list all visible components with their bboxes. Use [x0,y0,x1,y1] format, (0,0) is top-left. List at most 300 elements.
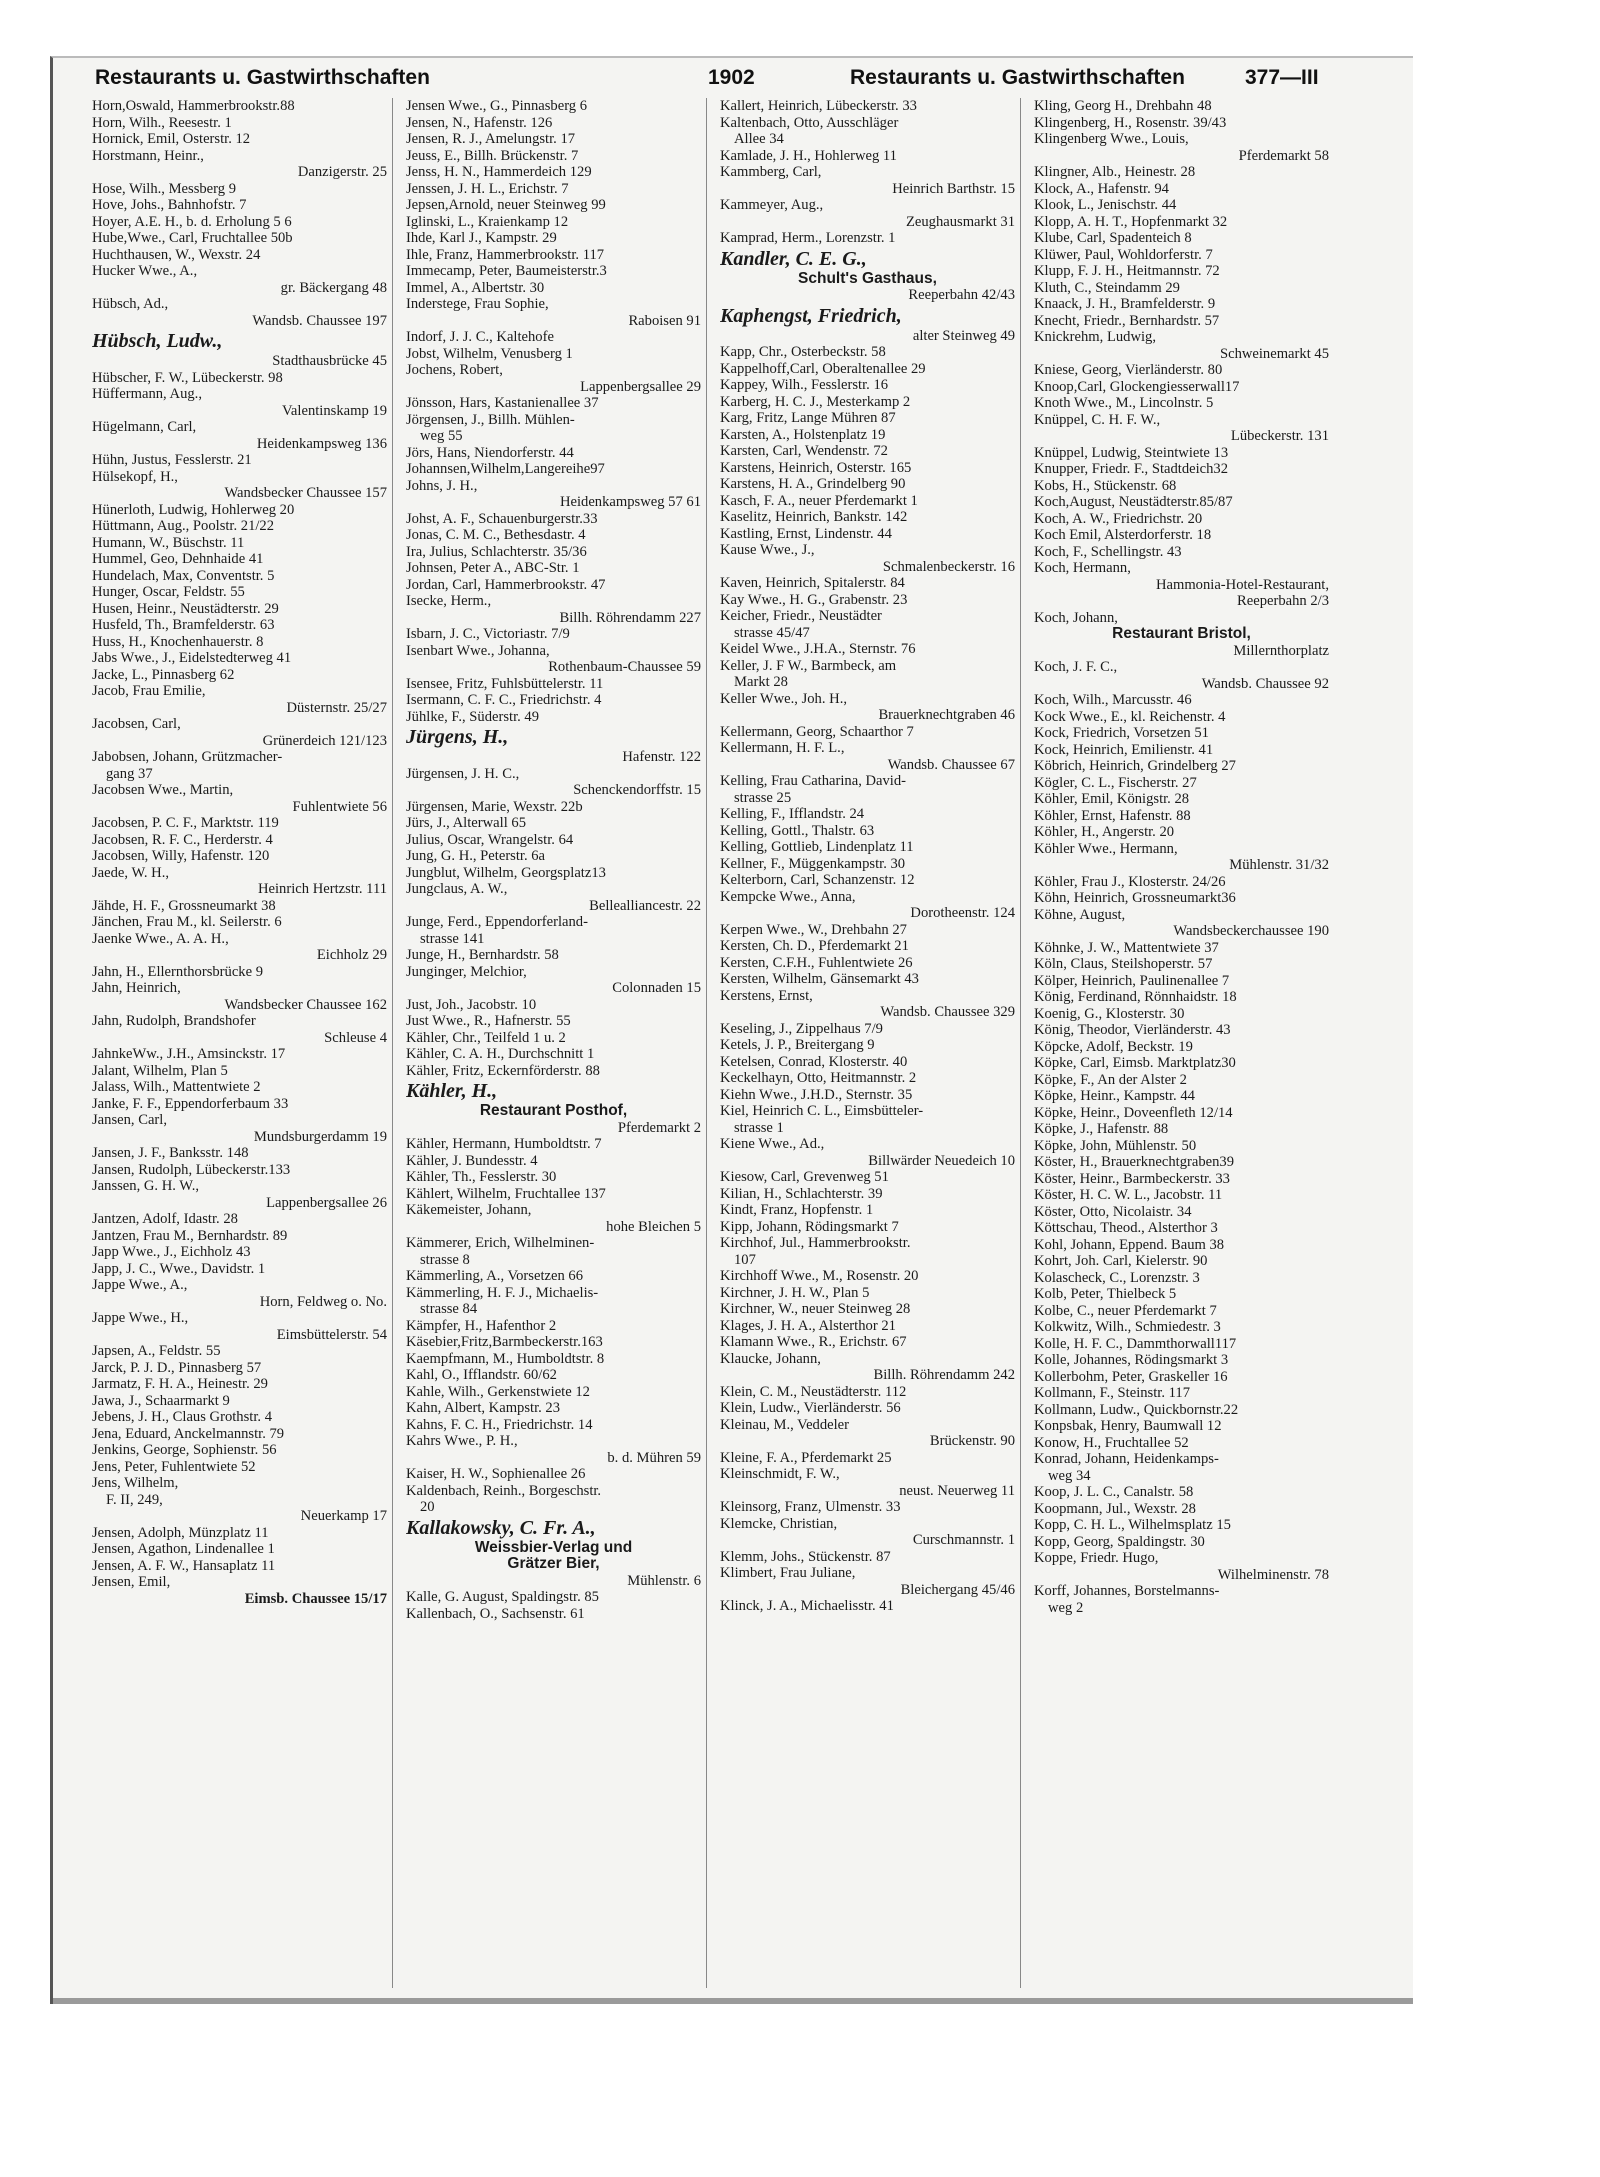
directory-entry: Jacobsen Wwe., Martin, [92,782,234,798]
directory-entry: Knickrehm, Ludwig, [1034,329,1156,345]
directory-entry: Japsen, A., Feldstr. 55 [92,1343,221,1359]
directory-entry: Käkemeister, Johann, [406,1202,532,1218]
directory-entry: Knaack, J. H., Bramfelderstr. 9 [1034,296,1216,312]
directory-entry: Lübeckerstr. 131 [1230,428,1329,444]
directory-entry: Köhler Wwe., Hermann, [1034,840,1178,857]
directory-entry: Wandsb. Chaussee 92 [1201,675,1329,692]
directory-entry: Schenckendorffstr. 15 [573,782,701,798]
directory-entry: Isbarn, J. C., Victoriastr. 7/9 [406,626,570,642]
directory-entry: Restaurant Posthof, [479,1103,628,1119]
directory-entry: Jaede, W. H., [92,864,170,881]
directory-entry: Kiehn Wwe., J.H.D., Sternstr. 35 [720,1086,913,1103]
directory-entry: Kopp, C. H. L., Wilhelmsplatz 15 [1034,1517,1231,1533]
directory-entry: Wandsb. Chaussee 67 [887,756,1015,773]
directory-entry: Köhler, Emil, Königstr. 28 [1034,791,1190,807]
directory-entry: Jenkins, George, Sophienstr. 56 [92,1442,277,1458]
directory-entry: Hüffermann, Aug., [92,386,202,402]
directory-entry: Kapp, Chr., Osterbeckstr. 58 [720,344,886,360]
directory-entry: Jühlke, F., Süderstr. 49 [406,708,540,725]
directory-entry: Konpsbak, Henry, Baumwall 12 [1034,1418,1222,1434]
directory-entry: Kaiser, H. W., Sophienallee 26 [406,1466,586,1482]
directory-entry: Kahn, Albert, Kampstr. 23 [406,1400,561,1416]
directory-entry: Just Wwe., R., Hafnerstr. 55 [406,1013,571,1029]
directory-entry: Klopp, A. H. T., Hopfenmarkt 32 [1034,213,1228,230]
directory-entry: Köhler, Frau J., Klosterstr. 24/26 [1034,873,1226,890]
directory-entry: Heidenkampsweg 136 [256,435,387,452]
directory-entry: Jantzen, Frau M., Bernhardstr. 89 [92,1227,288,1244]
directory-entry: Köster, H. C. W. L., Jacobstr. 11 [1034,1187,1223,1203]
directory-entry: Kluth, C., Steindamm 29 [1034,279,1180,296]
directory-entry: Kähler, J. Bundesstr. 4 [406,1152,538,1169]
page-bottom-edge [53,1998,1413,2004]
directory-column-4 [1034,98,1334,1988]
directory-entry: Jens, Wilhelm, [92,1475,179,1491]
directory-entry: Kähler, Th., Fesslerstr. 30 [406,1169,557,1185]
directory-entry: Kolkwitz, Wilh., Schmiedestr. 3 [1034,1319,1221,1335]
directory-entry: Jappe Wwe., A., [92,1277,188,1293]
directory-entry: König, Ferdinand, Rönnhaidstr. 18 [1034,989,1237,1005]
directory-entry: Jensen, Adolph, Münzplatz 11 [92,1524,269,1541]
directory-entry: Jenssen, J. H. L., Erichstr. 7 [406,180,569,197]
directory-entry: Husfeld, Th., Bramfelderstr. 63 [92,617,275,633]
directory-entry: Köhler, H., Angerstr. 20 [1034,824,1175,840]
directory-entry: Colonnaden 15 [612,980,701,996]
directory-entry: Kähler, Hermann, Humboldtstr. 7 [406,1136,602,1152]
directory-entry: Jabs Wwe., J., Eidelstedterweg 41 [92,650,292,666]
directory-entry: Wandsbecker Chaussee 157 [224,485,387,501]
directory-entry: Koch, J. F. C., [1034,659,1118,675]
directory-entry: Klock, A., Hafenstr. 94 [1034,180,1169,197]
directory-entry: Knoop,Carl, Glockengiesserwall17 [1034,378,1240,395]
directory-entry: Kaphengst, Friedrich, [720,304,902,327]
directory-column-1 [92,98,393,1988]
directory-entry: Jänchen, Frau M., kl. Seilerstr. 6 [92,914,282,930]
directory-entry: Klein, C. M., Neustädterstr. 112 [720,1383,907,1400]
directory-entry: Jürs, J., Alterwall 65 [406,815,526,831]
directory-entry: Kolb, Peter, Thielbeck 5 [1034,1286,1177,1302]
directory-entry: Pferdemarkt 58 [1238,147,1329,164]
directory-entry: Klages, J. H. A., Alsterthor 21 [720,1317,896,1334]
directory-entry: Keller Wwe., Joh. H., [720,690,847,707]
directory-entry: Heidenkampsweg 57 61 [559,494,701,510]
directory-entry: Jungclaus, A. W., [406,881,508,897]
directory-entry: Karsten, A., Holstenplatz 19 [720,426,886,443]
directory-entry: Wandsb. Chaussee 197 [252,312,387,329]
directory-entry: Kähler, Fritz, Eckernförderstr. 88 [406,1062,600,1079]
directory-entry: Jacobsen, Willy, Hafenstr. 120 [92,848,270,864]
directory-entry: Kappey, Wilh., Fesslerstr. 16 [720,377,889,393]
directory-entry: Lappenbergsallee 26 [266,1194,387,1211]
directory-entry: Klüwer, Paul, Wohldorferstr. 7 [1034,246,1213,263]
directory-entry: Zeughausmarkt 31 [905,213,1015,230]
directory-entry: Horn, Wilh., Reesestr. 1 [92,114,232,131]
directory-entry: Kölper, Heinrich, Paulinenallee 7 [1034,972,1230,989]
directory-entry: Karg, Fritz, Lange Mühren 87 [720,410,896,426]
directory-entry: Immecamp, Peter, Baumeisterstr.3 [406,263,607,279]
directory-entry: Isecke, Herm., [406,593,492,609]
directory-entry: Wandsbeckerchaussee 190 [1173,923,1329,939]
directory-entry: Jensen, R. J., Amelungstr. 17 [406,131,576,147]
directory-entry: Kellner, F., Müggenkampstr. 30 [720,855,906,872]
directory-entry: Korff, Johannes, Borstelmanns- [1034,1583,1220,1599]
directory-entry: strasse 141 [420,930,485,947]
directory-entry: Kammberg, Carl, [720,164,822,180]
directory-entry: b. d. Mühren 59 [607,1449,701,1466]
directory-entry: Kleinsorg, Franz, Ulmenstr. 33 [720,1499,901,1515]
directory-entry: Schmalenbeckerstr. 16 [882,558,1015,575]
directory-entry: Jahn, H., Ellernthorsbrücke 9 [92,963,264,980]
directory-entry: Kahl, O., Ifflandstr. 60/62 [406,1367,557,1383]
directory-entry: Fuhlentwiete 56 [292,798,387,815]
directory-entry: Kock, Friedrich, Vorsetzen 51 [1034,725,1209,741]
directory-entry: Köpke, John, Mühlenstr. 50 [1034,1137,1197,1154]
directory-entry: Kilian, H., Schlachterstr. 39 [720,1185,883,1202]
directory-entry: Klook, L., Jenischstr. 44 [1034,197,1177,213]
directory-entry: Kaldenbach, Reinh., Borgeschstr. [406,1482,602,1499]
directory-entry: Jensen Wwe., G., Pinnasberg 6 [406,98,588,114]
directory-entry: strasse 1 [734,1119,784,1136]
directory-entry: Kämmerer, Erich, Wilhelminen- [406,1235,595,1251]
directory-entry: Kallakowsky, C. Fr. A., [406,1516,596,1539]
directory-entry: Raboisen 91 [628,312,701,329]
directory-entry: Jawa, J., Schaarmarkt 9 [92,1392,230,1409]
directory-entry: Kolascheck, C., Lorenzstr. 3 [1034,1269,1200,1286]
directory-entry: Kopp, Georg, Spaldingstr. 30 [1034,1533,1205,1550]
directory-entry: Knüppel, Ludwig, Steintwiete 13 [1034,444,1229,461]
directory-entry: Kohrt, Joh. Carl, Kielerstr. 90 [1034,1253,1208,1269]
directory-entry: JahnkeWw., J.H., Amsinckstr. 17 [92,1046,286,1062]
directory-entry: Koch, A. W., Friedrichstr. 20 [1034,510,1203,527]
directory-entry: neust. Neuerweg 11 [899,1482,1015,1499]
directory-entry: Jansen, Rudolph, Lübeckerstr.133 [92,1161,291,1178]
directory-entry: Inderstege, Frau Sophie, [406,296,549,312]
directory-entry: Brückenstr. 90 [929,1433,1015,1449]
directory-entry: Isermann, C. F. C., Friedrichstr. 4 [406,692,602,708]
directory-entry: Kastling, Ernst, Lindenstr. 44 [720,525,892,542]
directory-entry: Weissbier-Verlag und [474,1539,633,1556]
directory-entry: Klein, Ludw., Vierländerstr. 56 [720,1400,901,1416]
directory-entry: Hundelach, Max, Conventstr. 5 [92,567,275,584]
directory-entry: Klingenberg Wwe., Louis, [1034,131,1189,147]
directory-entry: Billwärder Neuedeich 10 [868,1152,1015,1169]
directory-entry: Jarmatz, F. H. A., Heinestr. 29 [92,1376,268,1392]
directory-entry: Kählert, Wilhelm, Fruchtallee 137 [406,1185,606,1202]
directory-entry: Koch,August, Neustädterstr.85/87 [1034,494,1233,510]
directory-entry: Kollmann, F., Steinstr. 117 [1034,1385,1190,1401]
directory-entry: Kämpfer, H., Hafenthor 2 [406,1317,557,1334]
directory-entry: Reeperbahn 42/43 [908,287,1015,303]
directory-entry: Kandler, C. E. G., [720,247,867,270]
directory-entry: Kallenbach, O., Sachsenstr. 61 [406,1605,585,1622]
directory-entry: Johst, A. F., Schauenburgerstr.33 [406,510,598,527]
header-year: 1902 [708,66,755,89]
directory-entry: Jahn, Rudolph, Brandshofer [92,1013,256,1029]
directory-entry: strasse 25 [734,789,792,806]
directory-entry: Bleichergang 45/46 [900,1581,1015,1598]
directory-entry: Rothenbaum-Chaussee 59 [548,659,701,675]
directory-entry: Karsten, Carl, Wendenstr. 72 [720,443,888,459]
directory-entry: Johns, J. H., [406,477,478,494]
directory-entry: Kaltenbach, Otto, Ausschläger [720,114,899,131]
directory-entry: Jung, G. H., Peterstr. 6a [406,848,546,864]
directory-entry: Kock, Heinrich, Emilienstr. 41 [1034,741,1214,758]
directory-entry: Kempcke Wwe., Anna, [720,888,856,905]
directory-entry: Kiel, Heinrich C. L., Eimsbütteler- [720,1103,924,1119]
directory-entry: Wandsb. Chaussee 329 [880,1004,1015,1020]
directory-entry: Jacke, L., Pinnasberg 62 [92,666,235,683]
directory-entry: Kelling, Frau Catharina, David- [720,773,907,789]
directory-entry: Kersten, Ch. D., Pferdemarkt 21 [720,938,909,954]
directory-entry: Jappe Wwe., H., [92,1310,189,1326]
directory-entry: Kolle, Johannes, Rödingsmarkt 3 [1034,1352,1229,1368]
directory-entry: Kelling, Gottl., Thalstr. 63 [720,822,875,839]
directory-entry: Horstmann, Heinr., [92,147,204,164]
directory-entry: Jens, Peter, Fuhlentwiete 52 [92,1458,256,1475]
directory-entry: Wandsbecker Chaussee 162 [224,996,387,1013]
directory-entry: Janke, F. F., Eppendorferbaum 33 [92,1095,289,1112]
directory-entry: Kahrs Wwe., P. H., [406,1433,518,1449]
directory-entry: Hübscher, F. W., Lübeckerstr. 98 [92,369,283,386]
directory-entry: Grünerdeich 121/123 [262,732,387,749]
directory-entry: Kerstens, Ernst, [720,987,813,1004]
directory-entry: Kähler, Chr., Teilfeld 1 u. 2 [406,1029,566,1046]
directory-entry: Kirchhof, Jul., Hammerbrookstr. [720,1235,911,1251]
directory-entry: Jacobsen, P. C. F., Marktstr. 119 [92,815,279,831]
directory-entry: Jörgensen, J., Billh. Mühlen- [406,411,575,428]
directory-entry: Kahns, F. C. H., Friedrichstr. 14 [406,1416,593,1433]
directory-entry: Isenbart Wwe., Johanna, [406,642,550,659]
directory-entry: Hübsch, Ludw., [92,330,223,352]
directory-entry: Kirchner, W., neuer Steinweg 28 [720,1301,911,1317]
directory-entry: Lappenbergsallee 29 [580,378,701,395]
directory-entry: Kollerbohm, Peter, Graskeller 16 [1034,1368,1228,1385]
directory-entry: F. II, 249, [106,1491,163,1508]
directory-entry: Jeuss, E., Billh. Brückenstr. 7 [406,147,579,164]
directory-entry: Köster, Otto, Nicolaistr. 34 [1034,1203,1192,1220]
directory-entry: Kleinau, M., Veddeler [720,1416,850,1433]
directory-entry: Kersten, Wilhelm, Gänsemarkt 43 [720,971,919,987]
directory-entry: Kögler, C. L., Fischerstr. 27 [1034,774,1197,791]
directory-entry: König, Theodor, Vierländerstr. 43 [1034,1022,1231,1038]
directory-entry: Jalass, Wilh., Mattentwiete 2 [92,1079,261,1095]
directory-entry: Ihde, Karl J., Kampstr. 29 [406,230,557,246]
directory-entry: Kappelhoff,Carl, Oberaltenallee 29 [720,360,926,377]
directory-entry: weg 34 [1048,1467,1091,1484]
directory-entry: Kämmerling, A., Vorsetzen 66 [406,1268,583,1284]
directory-entry: Mundsburgerdamm 19 [253,1128,387,1145]
directory-entry: Hucker Wwe., A., [92,263,198,279]
directory-entry: gr. Bäckergang 48 [280,279,387,296]
directory-column-3 [720,98,1021,1988]
directory-entry: Koch Emil, Alsterdorferstr. 18 [1034,527,1212,543]
directory-entry: Klimbert, Frau Juliane, [720,1565,856,1581]
directory-entry: strasse 8 [420,1251,470,1268]
directory-entry: Jantzen, Adolf, Idastr. 28 [92,1211,238,1227]
directory-entry: Huss, H., Knochenhauerstr. 8 [92,633,264,650]
directory-entry: Jepsen,Arnold, neuer Steinweg 99 [406,197,606,213]
directory-entry: Koch, Johann, [1034,609,1118,626]
directory-entry: Jungblut, Wilhelm, Georgsplatz13 [406,864,606,881]
directory-entry: Köster, H., Brauerknechtgraben39 [1034,1154,1235,1170]
directory-entry: Allee 34 [734,131,784,147]
directory-entry: Millernthorplatz [1233,642,1329,659]
directory-entry: Koopmann, Jul., Wexstr. 28 [1034,1500,1196,1517]
directory-entry: alter Steinweg 49 [912,327,1015,344]
directory-entry: Klinck, J. A., Michaelisstr. 41 [720,1598,894,1614]
directory-entry: Julius, Oscar, Wrangelstr. 64 [406,831,574,848]
directory-entry: strasse 45/47 [734,624,810,641]
directory-entry: Kellermann, H. F. L., [720,740,845,756]
directory-entry: Horn, Feldweg o. No. [259,1293,387,1310]
header-right-title: Restaurants u. Gastwirthschaften [850,66,1185,89]
directory-entry: Japp Wwe., J., Eichholz 43 [92,1244,251,1260]
directory-entry: Kähler, H., [406,1080,498,1102]
directory-entry: Heinrich Hertzstr. 111 [257,881,387,897]
directory-column-2 [406,98,707,1988]
directory-entry: Koch, Hermann, [1034,560,1131,576]
directory-entry: Ketelsen, Conrad, Klosterstr. 40 [720,1053,908,1070]
directory-entry: Hornick, Emil, Osterstr. 12 [92,131,251,147]
directory-entry: Klingenberg, H., Rosenstr. 39/43 [1034,114,1227,131]
directory-entry: gang 37 [106,765,153,782]
directory-entry: Hove, Johs., Bahnhofstr. 7 [92,197,247,213]
directory-entry: Karstens, H. A., Grindelberg 90 [720,476,906,492]
directory-entry: Jacob, Frau Emilie, [92,683,206,699]
directory-entry: Kaselitz, Heinrich, Bankstr. 142 [720,509,908,525]
directory-entry: Japp, J. C., Wwe., Davidstr. 1 [92,1260,266,1277]
directory-entry: Johnsen, Peter A., ABC-Str. 1 [406,560,580,576]
directory-entry: strasse 84 [420,1301,478,1317]
directory-entry: Kindt, Franz, Hopfenstr. 1 [720,1202,874,1218]
directory-entry: Kasch, F. A., neuer Pferdemarkt 1 [720,492,918,509]
directory-entry: Mühlenstr. 6 [627,1572,701,1589]
directory-entry: Ira, Julius, Schlachterstr. 35/36 [406,543,587,560]
directory-entry: Jensen, Emil, [92,1574,171,1590]
directory-entry: Klube, Carl, Spadenteich 8 [1034,230,1192,246]
directory-entry: Kellermann, Georg, Schaarthor 7 [720,723,914,740]
directory-entry: Karberg, H. C. J., Mesterkamp 2 [720,393,911,410]
directory-entry: Jalant, Wilhelm, Plan 5 [92,1062,228,1079]
directory-entry: Klaucke, Johann, [720,1350,821,1367]
directory-entry: Bellealliancestr. 22 [589,897,701,914]
directory-entry: Keller, J. F W., Barmbeck, am [720,657,897,674]
directory-entry: Jena, Eduard, Anckelmannstr. 79 [92,1425,285,1442]
directory-entry: Köpke, Heinr., Kampstr. 44 [1034,1088,1195,1104]
directory-entry: Eichholz 29 [316,947,387,963]
directory-entry: Jahn, Heinrich, [92,980,181,996]
directory-entry: Jarck, P. J. D., Pinnasberg 57 [92,1359,262,1376]
directory-entry: Hube,Wwe., Carl, Fruchtallee 50b [92,230,293,246]
directory-entry: Köpke, Heinr., Doveenfleth 12/14 [1034,1104,1233,1121]
directory-entry: Klemm, Johs., Stückenstr. 87 [720,1548,891,1565]
header-page-number: 377—III [1245,66,1319,89]
directory-entry: 20 [420,1499,435,1515]
directory-entry: Restaurant Bristol, [1112,626,1251,642]
directory-entry: Köhne, August, [1034,906,1126,923]
directory-entry: Jansen, J. F., Banksstr. 148 [92,1145,249,1161]
directory-entry: Jönsson, Hars, Kastanienallee 37 [406,395,599,411]
directory-entry: Kipp, Johann, Rödingsmarkt 7 [720,1218,899,1235]
directory-entry: Jürgensen, J. H. C., [406,765,520,782]
directory-entry: Kock Wwe., E., kl. Reichenstr. 4 [1034,708,1226,725]
directory-entry: Koch, Wilh., Marcusstr. 46 [1034,692,1192,708]
directory-entry: Kirchner, J. H. W., Plan 5 [720,1284,870,1301]
directory-entry: Keckelhayn, Otto, Heitmannstr. 2 [720,1070,917,1086]
directory-entry: Kleinschmidt, F. W., [720,1466,840,1482]
directory-entry: Husen, Heinr., Neustädterstr. 29 [92,600,279,617]
directory-entry: Klupp, F. J. H., Heitmannstr. 72 [1034,263,1220,279]
directory-entry: Köln, Claus, Steilshoperstr. 57 [1034,956,1213,972]
directory-entry: Jochens, Robert, [406,362,503,378]
directory-entry: Klamann Wwe., R., Erichstr. 67 [720,1334,907,1350]
directory-entry: Kammeyer, Aug., [720,197,824,213]
directory-entry: Karstens, Heinrich, Osterstr. 165 [720,459,912,476]
directory-entry: Junge, H., Bernhardstr. 58 [406,947,559,963]
directory-entry: Kirchhoff Wwe., M., Rosenstr. 20 [720,1268,919,1284]
directory-entry: Kelling, Gottlieb, Lindenplatz 11 [720,839,914,855]
directory-entry: Hüttmann, Aug., Poolstr. 21/22 [92,518,275,534]
directory-entry: Schweinemarkt 45 [1219,345,1329,362]
directory-entry: Horn,Oswald, Hammerbrookstr.88 [92,98,295,114]
directory-entry: Grätzer Bier, [507,1556,600,1572]
directory-entry: Kling, Georg H., Drehbahn 48 [1034,98,1212,114]
directory-entry: Knecht, Friedr., Bernhardstr. 57 [1034,312,1220,329]
directory-entry: Hafenstr. 122 [622,749,701,765]
directory-entry: Mühlenstr. 31/32 [1229,857,1329,873]
directory-entry: Käsebier,Fritz,Barmbeckerstr.163 [406,1334,603,1350]
directory-entry: Konrad, Johann, Heidenkamps- [1034,1451,1219,1467]
directory-entry: Iglinski, L., Kraienkamp 12 [406,213,569,230]
directory-entry: Markt 28 [734,674,788,690]
directory-entry: Humann, W., Büschstr. 11 [92,534,245,551]
directory-entry: Jobst, Wilhelm, Venusberg 1 [406,345,573,362]
directory-entry: Heinrich Barthstr. 15 [892,180,1015,197]
directory-entry: Köpke, Carl, Eimsb. Marktplatz30 [1034,1055,1236,1071]
directory-entry: Jensen, Agathon, Lindenallee 1 [92,1541,275,1557]
directory-entry: Köbrich, Heinrich, Grindelberg 27 [1034,758,1236,774]
directory-entry: Koenig, G., Klosterstr. 30 [1034,1005,1185,1022]
directory-entry: Jähde, H. F., Grossneumarkt 38 [92,897,276,914]
directory-entry: Huchthausen, W., Wexstr. 24 [92,246,261,263]
directory-entry: Hummel, Geo, Dehnhaide 41 [92,551,264,567]
directory-entry: Kaempfmann, M., Humboldtstr. 8 [406,1350,605,1367]
directory-entry: Kähler, C. A. H., Durchschnitt 1 [406,1046,595,1062]
directory-entry: Knüppel, C. H. F. W., [1034,411,1161,428]
directory-entry: Kohl, Johann, Eppend. Baum 38 [1034,1236,1225,1253]
directory-entry: Kelling, F., Ifflandstr. 24 [720,806,865,822]
directory-entry: Indorf, J. J. C., Kaltehofe [406,329,554,345]
directory-entry: Curschmannstr. 1 [912,1532,1015,1548]
directory-entry: Valentinskamp 19 [282,402,387,419]
directory-entry: Hose, Wilh., Messberg 9 [92,180,236,197]
directory-entry: Ihle, Franz, Hammerbrookstr. 117 [406,246,605,263]
directory-entry: Jonas, C. M. C., Bethesdastr. 4 [406,527,586,543]
directory-entry: Köpke, F., An der Alster 2 [1034,1071,1187,1088]
directory-entry: Keidel Wwe., J.H.A., Sternstr. 76 [720,641,916,657]
directory-entry: hohe Bleichen 5 [606,1218,701,1235]
directory-entry: 107 [734,1251,756,1268]
directory-entry: Kniese, Georg, Vierländerstr. 80 [1034,362,1223,378]
directory-entry: Jensen, A. F. W., Hansaplatz 11 [92,1557,276,1574]
directory-entry: Junginger, Melchior, [406,963,527,980]
directory-columns [92,98,1410,1988]
directory-entry: Hühn, Justus, Fesslerstr. 21 [92,452,252,468]
directory-entry: Köhler, Ernst, Hafenstr. 88 [1034,807,1191,824]
directory-entry: Stadthausbrücke 45 [272,353,387,369]
directory-entry: Koop, J. L. C., Canalstr. 58 [1034,1484,1194,1500]
directory-entry: Düsternstr. 25/27 [286,699,387,716]
directory-entry: Schult's Gasthaus, [798,270,937,287]
